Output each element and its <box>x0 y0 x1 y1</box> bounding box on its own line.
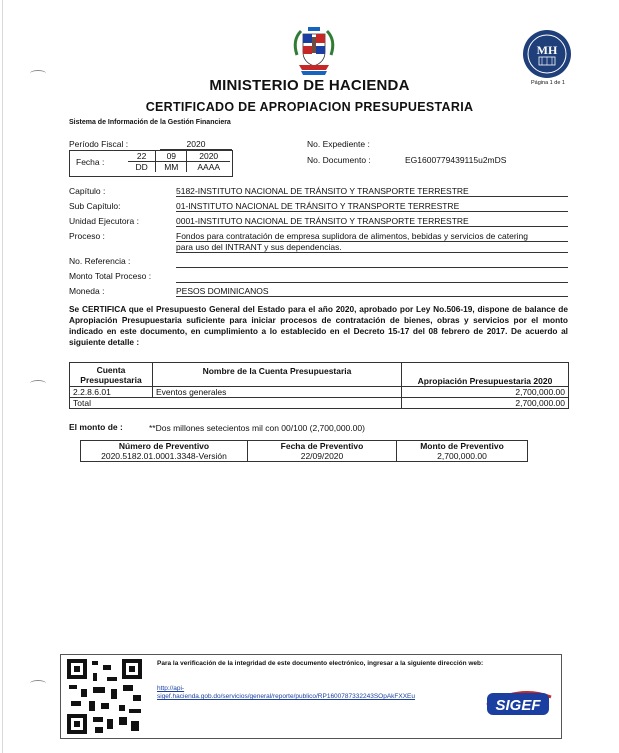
referencia-value <box>176 256 568 268</box>
verification-link[interactable] <box>157 685 415 701</box>
preventivo-table <box>80 440 528 462</box>
system-name: Sistema de Información de la Gestión Financiera <box>69 119 231 126</box>
coat-of-arms-icon <box>289 25 339 77</box>
proceso-line1: Fondos para contratación de empresa suplidora de alimentos, bebidas y servicios de catering <box>176 231 568 242</box>
fecha-label: Fecha : <box>76 157 105 167</box>
verification-link-line2: sigef.hacienda.gob.do/servicios/general/reporte/publico/RP1600787332243SOpAkFXXEu <box>157 693 416 700</box>
budget-row-amount: 2,700,000.00 <box>402 387 569 398</box>
page-info: Página 1 de 1 <box>531 80 565 86</box>
capitulo-label: Capítulo : <box>69 186 106 196</box>
expediente-label: No. Expediente : <box>307 139 370 149</box>
budget-col-account-line2: Presupuestaria <box>80 374 142 385</box>
fecha-year: 2020 <box>187 151 230 162</box>
verification-text: Para la verificación de la integridad de este documento electrónico, ingresar a la siguiente dirección web: <box>157 660 484 667</box>
periodo-value: 2020 <box>160 139 232 150</box>
budget-col-account-line1: Cuenta <box>96 364 126 375</box>
table-total-row <box>70 398 569 409</box>
monto-label: Monto Total Proceso : <box>69 271 152 281</box>
sigef-logo-icon <box>483 675 555 719</box>
preventivo-h1: Número de Preventivo <box>81 441 248 452</box>
fecha-day: 22 <box>128 151 156 162</box>
punch-mark <box>30 380 46 387</box>
ministry-title: MINISTERIO DE HACIENDA <box>209 77 410 94</box>
seal-text: MH <box>536 43 558 57</box>
unidad-value: 0001-INSTITUTO NACIONAL DE TRÁNSITO Y TRANSPORTE TERRESTRE <box>176 216 568 227</box>
budget-total-amount: 2,700,000.00 <box>402 398 569 409</box>
preventivo-h3: Monto de Preventivo <box>397 441 528 452</box>
qr-code-icon <box>67 659 142 734</box>
documento-value: EG1600779439115u2mDS <box>405 155 507 165</box>
moneda-value: PESOS DOMINICANOS <box>176 286 568 297</box>
preventivo-v2: 22/09/2020 <box>248 451 397 462</box>
table-row <box>70 387 569 398</box>
budget-table <box>69 362 569 409</box>
punch-mark <box>30 680 46 687</box>
budget-row-account: 2.2.8.6.01 <box>70 387 153 398</box>
fecha-day-label: DD <box>128 162 156 173</box>
periodo-label: Período Fiscal : <box>69 139 129 149</box>
fecha-year-label: AAAA <box>187 162 230 173</box>
budget-col-name: Nombre de la Cuenta Presupuestaria <box>153 363 402 387</box>
budget-row-name: Eventos generales <box>153 387 402 398</box>
proceso-line2: para uso del INTRANT y sus dependencias. <box>176 242 568 253</box>
fecha-month-label: MM <box>156 162 187 173</box>
referencia-label: No. Referencia : <box>69 256 131 266</box>
fecha-month: 09 <box>156 151 187 162</box>
punch-mark <box>30 70 46 77</box>
preventivo-v3: 2,700,000.00 <box>397 451 528 462</box>
budget-col-account <box>70 363 153 387</box>
proceso-label: Proceso : <box>69 231 105 241</box>
amount-words-value: **Dos millones setecientos mil con 00/100 (2,700,000.00) <box>149 423 365 433</box>
certification-text: Se CERTIFICA que el Presupuesto General del Estado para el año 2020, aprobado por Ley No.506-19, dispone de balance de Apropiación Presupuestaria suficiente para iniciar procesos de contratación de bienes, obras y servicios por el monto indicado en este documento, en cumplimiento a lo establecido en el Decreto 15-17 del 08 febrero de 2017. De acuerdo al siguiente detalle : <box>69 304 568 347</box>
moneda-label: Moneda : <box>69 286 105 296</box>
fecha-table <box>128 151 230 172</box>
subcapitulo-label: Sub Capítulo: <box>69 201 121 211</box>
subcapitulo-value: 01-INSTITUTO NACIONAL DE TRÁNSITO Y TRANSPORTE TERRESTRE <box>176 201 568 212</box>
unidad-label: Unidad Ejecutora : <box>69 216 139 226</box>
budget-total-label: Total <box>70 398 402 409</box>
monto-value <box>176 271 568 283</box>
amount-words-label: El monto de : <box>69 422 123 432</box>
sigef-logo-text: SIGEF <box>495 697 541 714</box>
verification-link-line1: http://api- <box>157 685 185 692</box>
documento-label: No. Documento : <box>307 155 371 165</box>
preventivo-h2: Fecha de Preventivo <box>248 441 397 452</box>
preventivo-v1: 2020.5182.01.0001.3348-Versión <box>81 451 248 462</box>
capitulo-value: 5182-INSTITUTO NACIONAL DE TRÁNSITO Y TRANSPORTE TERRESTRE <box>176 186 568 197</box>
verification-footer <box>60 654 562 739</box>
ministry-seal-icon <box>522 29 572 79</box>
budget-col-amount: Apropiación Presupuestaria 2020 <box>402 363 569 387</box>
certificate-title: CERTIFICADO DE APROPIACION PRESUPUESTARIA <box>145 100 474 114</box>
